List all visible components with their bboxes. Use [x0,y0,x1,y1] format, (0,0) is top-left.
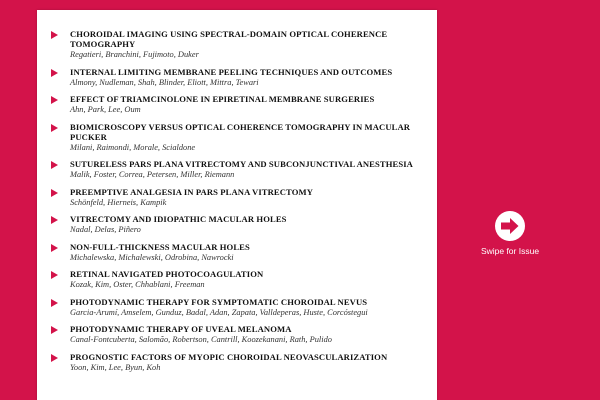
toc-item[interactable] [37,242,437,263]
triangle-bullet-icon [51,271,58,279]
article-title[interactable]: PHOTODYNAMIC THERAPY OF UVEAL MELANOMA [70,324,292,334]
swipe-for-issue-button[interactable] [480,209,540,256]
article-authors: Garcia-Arumí, Amselem, Gunduz, Badal, Adan, Zapata, Valldeperas, Huste, Corcóstegui [70,307,368,317]
article-title[interactable]: VITRECTOMY AND IDIOPATHIC MACULAR HOLES [70,214,287,224]
toc-item[interactable] [37,122,437,153]
triangle-bullet-icon [51,124,58,132]
article-authors: Kozak, Kim, Oster, Chhablani, Freeman [70,280,205,289]
article-title[interactable]: CHOROIDAL IMAGING USING SPECTRAL-DOMAIN OPTICAL COHERENCE TOMOGRAPHY [70,29,388,49]
triangle-bullet-icon [51,31,58,39]
toc-item[interactable] [37,352,437,373]
article-title[interactable]: PHOTODYNAMIC THERAPY FOR SYMPTOMATIC CHOROIDAL NEVUS [70,296,368,307]
table-of-contents [37,29,437,379]
arrow-right-circle-icon[interactable] [493,209,527,243]
article-authors: Schönfeld, Hierneis, Kampik [70,197,167,207]
article-authors: Canal-Fontcuberta, Salomão, Robertson, Cantrill, Koozekanani, Rath, Pulido [70,335,332,344]
toc-item[interactable] [37,324,437,345]
article-title[interactable]: RETINAL NAVIGATED PHOTOCOAGULATION [70,269,264,279]
article-title[interactable]: EFFECT OF TRIAMCINOLONE IN EPIRETINAL MEMBRANE SURGERIES [70,94,375,104]
toc-item[interactable] [37,159,437,180]
triangle-bullet-icon [51,189,58,197]
article-authors: Ahn, Park, Lee, Oum [70,105,141,114]
triangle-bullet-icon [51,326,58,334]
journal-page[interactable] [37,10,437,400]
toc-item[interactable] [37,94,437,115]
triangle-bullet-icon [51,354,58,362]
triangle-bullet-icon [51,244,58,252]
article-authors: Milani, Raimondi, Morale, Scialdone [70,142,196,152]
article-authors: Regatieri, Branchini, Fujimoto, Duker [70,50,199,59]
article-title[interactable]: PROGNOSTIC FACTORS OF MYOPIC CHOROIDAL NEOVASCULARIZATION [70,351,388,362]
triangle-bullet-icon [51,299,58,307]
article-title[interactable]: BIOMICROSCOPY VERSUS OPTICAL COHERENCE TOMOGRAPHY IN MACULAR PUCKER [70,121,411,142]
swipe-for-issue-label: Swipe for Issue [480,246,540,256]
article-authors: Almony, Nudleman, Shah, Blinder, Eliott, Mittra, Tewari [70,77,259,87]
article-authors: Malik, Foster, Correa, Petersen, Miller, Riemann [70,170,235,179]
article-title[interactable]: SUTURELESS PARS PLANA VITRECTOMY AND SUBCONJUNCTIVAL ANESTHESIA [70,159,413,169]
toc-item[interactable] [37,29,437,60]
toc-item[interactable] [37,214,437,235]
article-title[interactable]: NON-FULL-THICKNESS MACULAR HOLES [70,241,250,252]
toc-item[interactable] [37,297,437,318]
toc-item[interactable] [37,269,437,290]
article-title[interactable]: INTERNAL LIMITING MEMBRANE PEELING TECHNIQUES AND OUTCOMES [70,66,393,77]
triangle-bullet-icon [51,216,58,224]
article-authors: Michalewska, Michalewski, Odrobina, Nawrocki [70,252,234,262]
article-authors: Nadal, Delas, Piñero [70,225,141,234]
triangle-bullet-icon [51,69,58,77]
triangle-bullet-icon [51,161,58,169]
article-authors: Yoon, Kim, Lee, Byun, Koh [70,362,161,372]
toc-item[interactable] [37,187,437,208]
article-title[interactable]: PREEMPTIVE ANALGESIA IN PARS PLANA VITRECTOMY [70,186,314,197]
toc-item[interactable] [37,67,437,88]
triangle-bullet-icon [51,96,58,104]
